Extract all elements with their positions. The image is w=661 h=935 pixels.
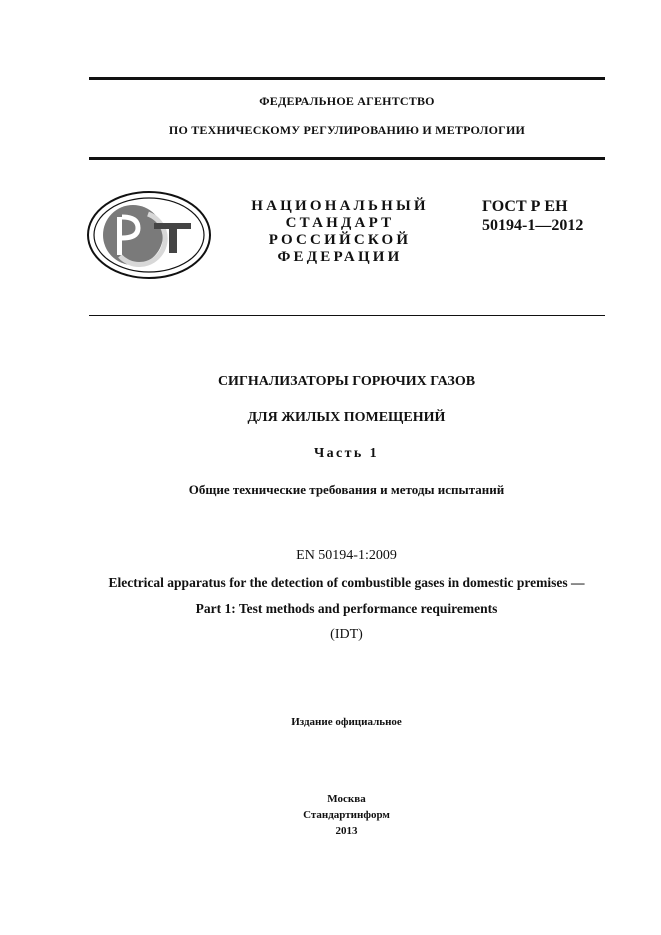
bottom-rule (89, 315, 605, 316)
standard-type-line2: СТАНДАРТ (285, 215, 395, 231)
standard-type-line3: РОССИЙСКОЙ (268, 232, 412, 248)
document-title-line2: ДЛЯ ЖИЛЫХ ПОМЕЩЕНИЙ (247, 410, 446, 425)
edition-label: Издание официальное (291, 716, 402, 728)
designation-line2: 50194-1—2012 (482, 217, 584, 234)
imprint-year: 2013 (335, 825, 358, 837)
agency-name-line2: ПО ТЕХНИЧЕСКОМУ РЕГУЛИРОВАНИЮ И МЕТРОЛОГИИ (168, 123, 526, 137)
document-part: Часть 1 (313, 446, 380, 461)
top-rule (89, 77, 605, 80)
reference-title-line2: Part 1: Test methods and performance requirements (195, 601, 498, 616)
standard-type-block (240, 198, 440, 266)
standard-designation (482, 197, 583, 235)
agency-name-line1: ФЕДЕРАЛЬНОЕ АГЕНТСТВО (259, 94, 435, 108)
equivalence-mark: (IDT) (330, 627, 363, 642)
standard-type-line4: ФЕДЕРАЦИИ (277, 249, 403, 265)
rst-logo-icon (86, 190, 212, 280)
document-subtitle: Общие технические требования и методы испытаний (188, 482, 505, 497)
reference-standard-code: EN 50194-1:2009 (296, 548, 397, 563)
imprint-city: Москва (327, 793, 366, 805)
middle-rule (89, 157, 605, 160)
reference-title-line1: Electrical apparatus for the detection of combustible gases in domestic premises — (108, 575, 585, 590)
document-title-line1: СИГНАЛИЗАТОРЫ ГОРЮЧИХ ГАЗОВ (217, 374, 476, 389)
designation-line1: ГОСТ Р ЕН (482, 198, 568, 215)
standard-type-line1: НАЦИОНАЛЬНЫЙ (251, 198, 429, 214)
imprint-publisher: Стандартинформ (303, 809, 390, 821)
